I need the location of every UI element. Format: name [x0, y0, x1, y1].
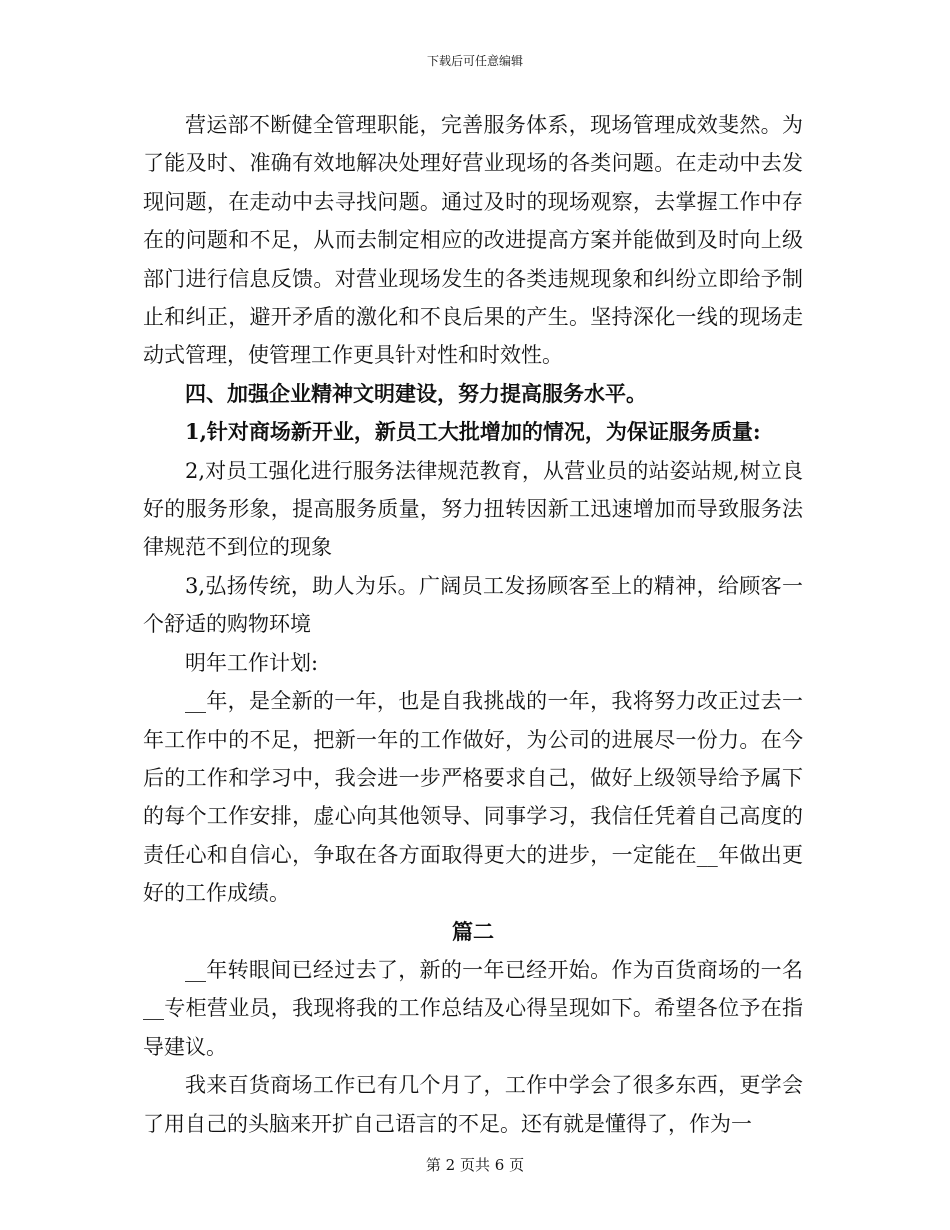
paragraph-work-experience: 我来百货商场工作已有几个月了，工作中学会了很多东西，更学会了用自己的头脑来开扩自己语言的不足。还有就是懂得了，作为一: [143, 1073, 803, 1136]
document-body: [143, 106, 803, 1143]
paragraph-next-year-plan: __年，是全新的一年，也是自我挑战的一年，我将努力改正过去一年工作中的不足，把新一年的工作做好，为公司的进展尽一份力。在今后的工作和学习中，我会进一步严格要求自己，做好上级领导给予属下的每个工作安排，虚心向其他领导、同事学习，我信任凭着自己高度的责任心和自信心，争取在各方面取得更大的进步，一定能在__年做出更好的工作成绩。: [143, 689, 803, 906]
list-item-1: 1,针对商场新开业，新员工大批增加的情况，为保证服务质量:: [185, 419, 761, 445]
list-item-3: 3,弘扬传统，助人为乐。广阔员工发扬顾客至上的精神，给顾客一个舒适的购物环境: [143, 573, 803, 637]
section-heading-four: 四、加强企业精神文明建设，努力提高服务水平。: [185, 380, 647, 406]
paragraph-year-summary: __年转眼间已经过去了，新的一年已经开始。作为百货商场的一名__专柜营业员，我现将我的工作总结及心得呈现如下。希望各位予在指导建议。: [143, 957, 803, 1059]
page-footer: 第 2 页共 6 页: [425, 1156, 525, 1174]
next-year-plan-heading: 明年工作计划:: [185, 650, 319, 675]
list-item-2: 2,对员工强化进行服务法律规范教育，从营业员的站姿站规,树立良好的服务形象，提高服务质量，努力扭转因新工迅速增加而导致服务法律规范不到位的现象: [143, 458, 803, 560]
section-title-part-two: 篇二: [452, 918, 494, 944]
page-header: 下载后可任意编辑: [426, 54, 523, 68]
paragraph-operations: 营运部不断健全管理职能，完善服务体系，现场管理成效斐然。为了能及时、准确有效地解决处理好营业现场的各类问题。在走动中去发现问题，在走动中去寻找问题。通过及时的现场观察，去掌握工作中存在的问题和不足，从而去制定相应的改进提高方案并能做到及时向上级部门进行信息反馈。对营业现场发生的各类违规现象和纠纷立即给予制止和纠正，避开矛盾的激化和不良后果的产生。坚持深化一线的现场走动式管理，使管理工作更具针对性和时效性。: [143, 113, 803, 368]
